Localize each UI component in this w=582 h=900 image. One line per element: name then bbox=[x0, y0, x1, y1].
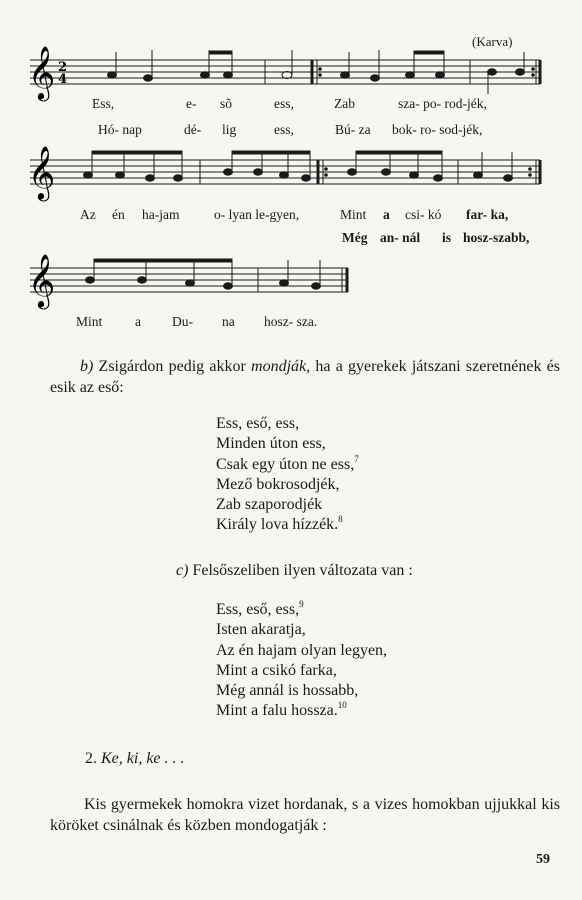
lyric: Hó- nap bbox=[98, 122, 142, 137]
lyric: Az bbox=[80, 207, 96, 222]
lyric: ha-jam bbox=[142, 207, 180, 222]
section-heading: 2. Ke, ki, ke . . . bbox=[85, 750, 185, 767]
lyric: hosz-szabb, bbox=[463, 230, 530, 245]
lyric: Még bbox=[342, 230, 368, 245]
footnote-ref: 9 bbox=[299, 599, 304, 609]
lyric: far- ka, bbox=[466, 207, 509, 222]
poem-c bbox=[216, 600, 387, 722]
lyric: na bbox=[222, 314, 235, 329]
lyric: Bú- za bbox=[335, 122, 371, 137]
lyric: én bbox=[112, 207, 125, 222]
poem-line: Ess, eső, ess,$^9$ bbox=[216, 599, 304, 618]
lyric: Du- bbox=[172, 314, 193, 329]
poem-b bbox=[216, 414, 359, 536]
lyric: e- bbox=[186, 96, 197, 111]
lyric: o- lyan le-gyen, bbox=[214, 207, 300, 222]
poem-line: Mező bokrosodjék, bbox=[216, 475, 340, 493]
lyric: ess, bbox=[274, 96, 294, 111]
poem-line: Még annál is hossabb, bbox=[216, 682, 359, 700]
lyric: Mint bbox=[340, 207, 367, 222]
lyric: sza- po- rod-jék, bbox=[398, 96, 487, 111]
footnote-ref: 10 bbox=[337, 700, 347, 711]
lyric: hosz- sza. bbox=[264, 314, 318, 329]
svg-text:4: 4 bbox=[58, 72, 68, 87]
lyric: Ess, bbox=[92, 96, 115, 111]
lyric: csi- kó bbox=[405, 207, 442, 222]
svg-text:2: 2 bbox=[58, 60, 68, 75]
section-2-text: Kis gyermekek homokra vizet hordanak, s a vizes homokban ujjukkal kis köröket csinálnak és közben mondogatják : bbox=[50, 796, 560, 834]
lyric: ess, bbox=[274, 122, 294, 137]
lyric: an- nál bbox=[380, 230, 421, 245]
lyric: lig bbox=[222, 122, 237, 137]
footnote-ref: 7 bbox=[354, 453, 359, 464]
lyric: Mint bbox=[76, 314, 103, 329]
lyric: a bbox=[383, 207, 390, 222]
lyric: is bbox=[442, 230, 452, 245]
poem-line: Mint a csikó farka, bbox=[216, 661, 337, 679]
poem-line: Csak egy úton ne ess,$^7$ bbox=[216, 453, 359, 473]
poem-line: Zab szaporodjék bbox=[216, 496, 323, 514]
treble-clef-icon: 𝄞 bbox=[28, 145, 56, 199]
poem-line: Király lova hízzék.$^8$ bbox=[216, 514, 343, 534]
lyric: Zab bbox=[334, 96, 355, 111]
section-label: c) bbox=[176, 562, 189, 579]
poem-line: Mint a falu hossza.$^{10}$ bbox=[216, 700, 347, 720]
footnote-ref: 8 bbox=[338, 514, 343, 525]
section-b-intro: b) Zsigárdon pedig akkor mondják, ha a gyerekek játszani szeretnének és esik az eső: bbox=[50, 358, 560, 396]
section-label: b) bbox=[80, 358, 94, 375]
lyric: dé- bbox=[184, 122, 202, 137]
treble-clef-icon: 𝄞 bbox=[28, 45, 56, 99]
lyric: a bbox=[135, 314, 141, 329]
lyric: sõ bbox=[220, 96, 233, 111]
poem-line: Isten akaratja, bbox=[216, 621, 306, 639]
performance-note: (Karva) bbox=[472, 34, 513, 49]
music-staff-3 bbox=[0, 248, 582, 318]
treble-clef-icon: 𝄞 bbox=[28, 253, 56, 307]
poem-line: Az én hajam olyan legyen, bbox=[216, 641, 388, 659]
section-c-intro: c) Felsőszeliben ilyen változata van : bbox=[176, 562, 413, 579]
music-staff-2 bbox=[0, 140, 582, 210]
poem-line: Ess, eső, ess, bbox=[216, 415, 300, 432]
page-number: 59 bbox=[536, 852, 550, 867]
poem-line: Minden úton ess, bbox=[216, 435, 326, 453]
lyric: bok- ro- sod-jék, bbox=[392, 122, 483, 137]
